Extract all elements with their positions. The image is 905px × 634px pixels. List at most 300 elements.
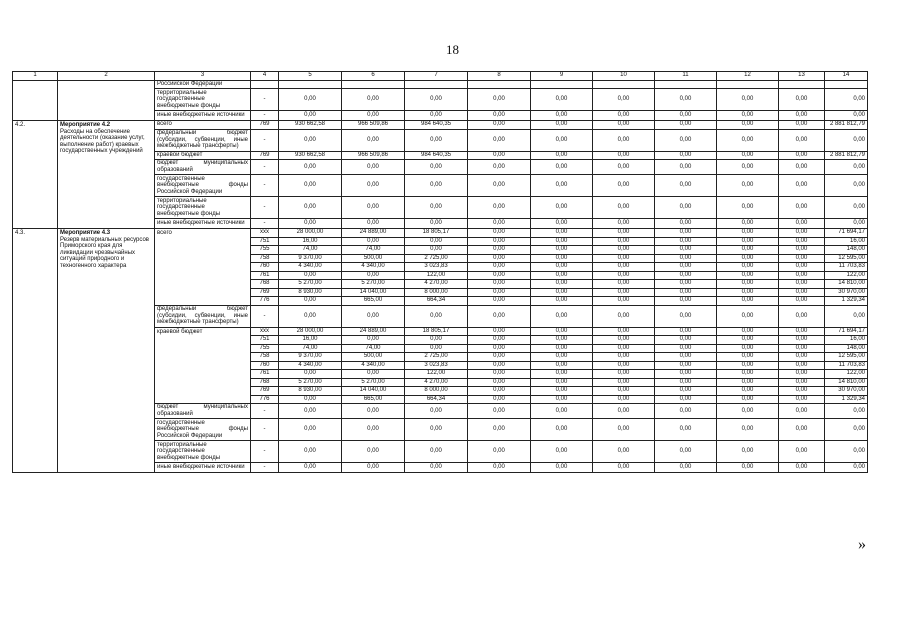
- amount-cell: [251, 80, 279, 89]
- amount-cell: 0,00: [655, 175, 717, 197]
- amount-cell: 0,00: [531, 237, 593, 246]
- amount-cell: 0,00: [468, 111, 531, 121]
- amount-cell: 500,00: [342, 353, 405, 362]
- amount-cell: 0,00: [342, 404, 405, 419]
- amount-cell: 0,00: [531, 111, 593, 121]
- column-number-14: 14: [825, 72, 868, 81]
- amount-cell: 0,00: [279, 219, 342, 229]
- amount-cell: 30 970,00: [825, 288, 868, 297]
- code-cell: 769: [251, 121, 279, 130]
- column-number-13: 13: [779, 72, 825, 81]
- event-cell: [58, 80, 155, 121]
- amount-cell: 984 640,35: [405, 121, 468, 130]
- amount-cell: 28 000,00: [279, 229, 342, 238]
- amount-cell: 9 370,00: [279, 254, 342, 263]
- amount-cell: 0,00: [531, 327, 593, 336]
- column-number-9: 9: [531, 72, 593, 81]
- amount-cell: 0,00: [468, 463, 531, 473]
- amount-cell: 2 725,00: [405, 254, 468, 263]
- amount-cell: 0,00: [779, 288, 825, 297]
- amount-cell: [825, 80, 868, 89]
- amount-cell: 0,00: [468, 246, 531, 255]
- source-cell: государственные внебюджетные фонды Российской Федерации: [155, 419, 251, 441]
- code-cell: 760: [251, 361, 279, 370]
- source-cell: иные внебюджетные источники: [155, 463, 251, 473]
- amount-cell: 0,00: [468, 219, 531, 229]
- amount-cell: 0,00: [342, 160, 405, 175]
- amount-cell: 5 270,00: [279, 280, 342, 289]
- amount-cell: 0,00: [655, 404, 717, 419]
- amount-cell: 0,00: [717, 395, 779, 404]
- amount-cell: 0,00: [825, 197, 868, 219]
- amount-cell: 0,00: [779, 263, 825, 272]
- amount-cell: 122,00: [825, 271, 868, 280]
- amount-cell: 664,34: [405, 395, 468, 404]
- amount-cell: 0,00: [779, 370, 825, 379]
- amount-cell: 0,00: [531, 219, 593, 229]
- amount-cell: 8 000,00: [405, 288, 468, 297]
- amount-cell: 0,00: [779, 344, 825, 353]
- source-cell: бюджет муниципальных образований: [155, 404, 251, 419]
- amount-cell: 148,00: [825, 246, 868, 255]
- amount-cell: 0,00: [717, 327, 779, 336]
- amount-cell: 0,00: [655, 254, 717, 263]
- amount-cell: 5 270,00: [342, 280, 405, 289]
- amount-cell: 0,00: [468, 378, 531, 387]
- source-cell: территориальные государственные внебюджетные фонды: [155, 197, 251, 219]
- amount-cell: 8 000,00: [405, 387, 468, 396]
- amount-cell: 0,00: [468, 288, 531, 297]
- event-title: Мероприятие 4.2: [60, 122, 111, 128]
- amount-cell: 0,00: [717, 336, 779, 345]
- source-cell: территориальные государственные внебюджетные фонды: [155, 89, 251, 111]
- amount-cell: 0,00: [655, 263, 717, 272]
- amount-cell: 0,00: [825, 404, 868, 419]
- amount-cell: 0,00: [717, 404, 779, 419]
- amount-cell: 0,00: [779, 361, 825, 370]
- amount-cell: 0,00: [405, 336, 468, 345]
- amount-cell: 0,00: [593, 121, 655, 130]
- amount-cell: 0,00: [655, 463, 717, 473]
- amount-cell: 74,00: [279, 344, 342, 353]
- amount-cell: 0,00: [717, 305, 779, 327]
- amount-cell: 0,00: [279, 111, 342, 121]
- amount-cell: 0,00: [468, 361, 531, 370]
- amount-cell: 0,00: [779, 121, 825, 130]
- amount-cell: 0,00: [405, 419, 468, 441]
- code-cell: 751: [251, 237, 279, 246]
- amount-cell: 3 023,83: [405, 263, 468, 272]
- amount-cell: 0,00: [468, 263, 531, 272]
- amount-cell: 930 662,58: [279, 151, 342, 160]
- amount-cell: 0,00: [825, 160, 868, 175]
- amount-cell: 0,00: [468, 353, 531, 362]
- amount-cell: 0,00: [655, 280, 717, 289]
- amount-cell: 0,00: [779, 197, 825, 219]
- amount-cell: 16,00: [825, 237, 868, 246]
- amount-cell: 0,00: [279, 197, 342, 219]
- amount-cell: 0,00: [655, 237, 717, 246]
- amount-cell: 0,00: [593, 175, 655, 197]
- amount-cell: 0,00: [531, 353, 593, 362]
- amount-cell: [405, 80, 468, 89]
- source-cell: краевой бюджет: [155, 327, 251, 404]
- amount-cell: 0,00: [779, 327, 825, 336]
- amount-cell: 0,00: [531, 419, 593, 441]
- amount-cell: 0,00: [593, 254, 655, 263]
- amount-cell: 0,00: [279, 129, 342, 151]
- amount-cell: 0,00: [779, 387, 825, 396]
- amount-cell: 1 329,34: [825, 395, 868, 404]
- amount-cell: 0,00: [468, 327, 531, 336]
- amount-cell: 0,00: [779, 378, 825, 387]
- amount-cell: 0,00: [342, 441, 405, 463]
- amount-cell: 0,00: [531, 229, 593, 238]
- code-cell: -: [251, 175, 279, 197]
- code-cell: -: [251, 463, 279, 473]
- amount-cell: 984 640,35: [405, 151, 468, 160]
- column-number-4: 4: [251, 72, 279, 81]
- amount-cell: 0,00: [779, 395, 825, 404]
- amount-cell: 0,00: [468, 404, 531, 419]
- amount-cell: 0,00: [779, 271, 825, 280]
- column-number-8: 8: [468, 72, 531, 81]
- event-description: Расходы на обеспечение деятельности (оказание услуг, выполнение работ) краевых государственных учреждений: [60, 128, 145, 155]
- amount-cell: 0,00: [405, 246, 468, 255]
- amount-cell: 4 340,00: [279, 361, 342, 370]
- amount-cell: 0,00: [655, 151, 717, 160]
- amount-cell: 0,00: [405, 89, 468, 111]
- amount-cell: 0,00: [593, 271, 655, 280]
- amount-cell: 71 694,17: [825, 327, 868, 336]
- source-cell: федеральный бюджет (субсидии, субвенции, иные межбюджетные трансферты): [155, 129, 251, 151]
- amount-cell: 0,00: [717, 297, 779, 306]
- amount-cell: 0,00: [405, 305, 468, 327]
- amount-cell: 0,00: [593, 197, 655, 219]
- amount-cell: 0,00: [342, 305, 405, 327]
- amount-cell: 0,00: [825, 419, 868, 441]
- amount-cell: 0,00: [779, 89, 825, 111]
- amount-cell: 0,00: [531, 160, 593, 175]
- amount-cell: 0,00: [593, 229, 655, 238]
- amount-cell: 11 703,83: [825, 361, 868, 370]
- amount-cell: 0,00: [717, 160, 779, 175]
- amount-cell: 0,00: [717, 229, 779, 238]
- amount-cell: 0,00: [593, 441, 655, 463]
- amount-cell: 0,00: [717, 344, 779, 353]
- amount-cell: 0,00: [717, 463, 779, 473]
- amount-cell: 0,00: [779, 254, 825, 263]
- column-number-5: 5: [279, 72, 342, 81]
- amount-cell: 0,00: [593, 353, 655, 362]
- code-cell: 769: [251, 387, 279, 396]
- amount-cell: 0,00: [342, 370, 405, 379]
- amount-cell: 2 881 812,79: [825, 121, 868, 130]
- amount-cell: 0,00: [279, 370, 342, 379]
- amount-cell: 0,00: [717, 288, 779, 297]
- amount-cell: 0,00: [531, 297, 593, 306]
- amount-cell: 0,00: [825, 111, 868, 121]
- amount-cell: 0,00: [779, 463, 825, 473]
- column-number-12: 12: [717, 72, 779, 81]
- amount-cell: 0,00: [593, 387, 655, 396]
- amount-cell: 0,00: [531, 378, 593, 387]
- amount-cell: 0,00: [717, 441, 779, 463]
- amount-cell: 0,00: [655, 219, 717, 229]
- amount-cell: 0,00: [779, 419, 825, 441]
- table-row: [13, 229, 868, 238]
- amount-cell: 0,00: [405, 197, 468, 219]
- amount-cell: 0,00: [593, 246, 655, 255]
- amount-cell: 0,00: [468, 237, 531, 246]
- amount-cell: 500,00: [342, 254, 405, 263]
- amount-cell: 0,00: [779, 336, 825, 345]
- amount-cell: 122,00: [405, 370, 468, 379]
- amount-cell: 0,00: [279, 175, 342, 197]
- amount-cell: [717, 80, 779, 89]
- amount-cell: 3 023,83: [405, 361, 468, 370]
- amount-cell: 0,00: [405, 237, 468, 246]
- amount-cell: 14 040,00: [342, 288, 405, 297]
- amount-cell: 0,00: [655, 229, 717, 238]
- amount-cell: 8 930,00: [279, 288, 342, 297]
- amount-cell: 0,00: [468, 344, 531, 353]
- column-number-2: 2: [58, 72, 155, 81]
- amount-cell: 0,00: [279, 463, 342, 473]
- amount-cell: 0,00: [717, 378, 779, 387]
- amount-cell: 0,00: [779, 111, 825, 121]
- amount-cell: 4 340,00: [342, 361, 405, 370]
- table-row: [13, 80, 868, 89]
- amount-cell: 0,00: [342, 175, 405, 197]
- amount-cell: 0,00: [405, 129, 468, 151]
- amount-cell: 0,00: [717, 271, 779, 280]
- amount-cell: 0,00: [593, 305, 655, 327]
- amount-cell: 0,00: [531, 121, 593, 130]
- event-title: Мероприятие 4.3: [60, 230, 111, 236]
- amount-cell: [468, 80, 531, 89]
- amount-cell: 148,00: [825, 344, 868, 353]
- amount-cell: 12 595,00: [825, 353, 868, 362]
- code-cell: -: [251, 89, 279, 111]
- amount-cell: 0,00: [825, 89, 868, 111]
- amount-cell: 0,00: [593, 280, 655, 289]
- amount-cell: 71 694,17: [825, 229, 868, 238]
- amount-cell: 966 509,86: [342, 121, 405, 130]
- amount-cell: 0,00: [717, 89, 779, 111]
- amount-cell: 0,00: [779, 305, 825, 327]
- amount-cell: 0,00: [717, 197, 779, 219]
- amount-cell: 0,00: [405, 175, 468, 197]
- source-cell: иные внебюджетные источники: [155, 111, 251, 121]
- amount-cell: 4 270,00: [405, 280, 468, 289]
- amount-cell: 0,00: [717, 361, 779, 370]
- amount-cell: 11 703,83: [825, 263, 868, 272]
- amount-cell: 0,00: [468, 175, 531, 197]
- code-cell: -: [251, 160, 279, 175]
- amount-cell: 0,00: [593, 404, 655, 419]
- event-cell: [58, 229, 155, 473]
- amount-cell: 0,00: [779, 353, 825, 362]
- amount-cell: 0,00: [655, 378, 717, 387]
- amount-cell: 0,00: [717, 175, 779, 197]
- amount-cell: 0,00: [531, 404, 593, 419]
- continuation-mark: »: [858, 536, 866, 553]
- amount-cell: 24 889,00: [342, 229, 405, 238]
- code-cell: 761: [251, 271, 279, 280]
- amount-cell: 0,00: [655, 297, 717, 306]
- amount-cell: 16,00: [279, 237, 342, 246]
- amount-cell: 0,00: [468, 197, 531, 219]
- amount-cell: 0,00: [717, 129, 779, 151]
- amount-cell: 0,00: [717, 121, 779, 130]
- amount-cell: 122,00: [825, 370, 868, 379]
- amount-cell: 0,00: [593, 89, 655, 111]
- amount-cell: 2 881 812,79: [825, 151, 868, 160]
- num-cell: 4.3.: [13, 229, 58, 473]
- amount-cell: 0,00: [531, 89, 593, 111]
- amount-cell: 0,00: [593, 395, 655, 404]
- amount-cell: 665,00: [342, 395, 405, 404]
- amount-cell: 0,00: [279, 160, 342, 175]
- code-cell: -: [251, 197, 279, 219]
- amount-cell: 0,00: [717, 419, 779, 441]
- amount-cell: 0,00: [593, 361, 655, 370]
- amount-cell: 0,00: [468, 395, 531, 404]
- amount-cell: 0,00: [279, 89, 342, 111]
- amount-cell: 18 805,17: [405, 229, 468, 238]
- amount-cell: 0,00: [531, 175, 593, 197]
- amount-cell: 0,00: [531, 344, 593, 353]
- amount-cell: 0,00: [531, 463, 593, 473]
- amount-cell: 0,00: [342, 336, 405, 345]
- amount-cell: 0,00: [593, 378, 655, 387]
- page-number: 18: [446, 42, 459, 57]
- code-cell: 768: [251, 280, 279, 289]
- amount-cell: 4 270,00: [405, 378, 468, 387]
- amount-cell: 0,00: [717, 353, 779, 362]
- amount-cell: 0,00: [593, 160, 655, 175]
- source-cell: бюджет муниципальных образований: [155, 160, 251, 175]
- amount-cell: 0,00: [779, 129, 825, 151]
- amount-cell: 966 509,86: [342, 151, 405, 160]
- amount-cell: 0,00: [531, 151, 593, 160]
- amount-cell: 0,00: [468, 280, 531, 289]
- amount-cell: 28 000,00: [279, 327, 342, 336]
- amount-cell: 74,00: [342, 246, 405, 255]
- amount-cell: 0,00: [717, 151, 779, 160]
- amount-cell: 0,00: [531, 288, 593, 297]
- amount-cell: 0,00: [405, 160, 468, 175]
- amount-cell: 664,34: [405, 297, 468, 306]
- amount-cell: 14 810,00: [825, 378, 868, 387]
- amount-cell: 0,00: [717, 219, 779, 229]
- amount-cell: 0,00: [468, 121, 531, 130]
- amount-cell: 0,00: [825, 463, 868, 473]
- table-row: [13, 72, 868, 81]
- amount-cell: 0,00: [717, 370, 779, 379]
- column-number-6: 6: [342, 72, 405, 81]
- amount-cell: 0,00: [825, 129, 868, 151]
- source-cell: иные внебюджетные источники: [155, 219, 251, 229]
- amount-cell: 0,00: [279, 305, 342, 327]
- amount-cell: 0,00: [593, 297, 655, 306]
- amount-cell: 0,00: [531, 263, 593, 272]
- amount-cell: 0,00: [825, 175, 868, 197]
- amount-cell: 0,00: [405, 463, 468, 473]
- code-cell: 769: [251, 151, 279, 160]
- amount-cell: 0,00: [342, 89, 405, 111]
- code-cell: 758: [251, 254, 279, 263]
- amount-cell: 14 040,00: [342, 387, 405, 396]
- amount-cell: 0,00: [593, 219, 655, 229]
- amount-cell: 0,00: [593, 237, 655, 246]
- amount-cell: 74,00: [279, 246, 342, 255]
- source-cell: федеральный бюджет (субсидии, субвенции, иные межбюджетные трансферты): [155, 305, 251, 327]
- amount-cell: 0,00: [279, 441, 342, 463]
- amount-cell: 0,00: [655, 197, 717, 219]
- source-cell: всего: [155, 229, 251, 306]
- amount-cell: [593, 80, 655, 89]
- code-cell: 768: [251, 378, 279, 387]
- table-row: [13, 121, 868, 130]
- amount-cell: 0,00: [655, 246, 717, 255]
- amount-cell: 0,00: [593, 370, 655, 379]
- amount-cell: 0,00: [405, 441, 468, 463]
- code-cell: 776: [251, 395, 279, 404]
- code-cell: xxx: [251, 229, 279, 238]
- source-cell: краевой бюджет: [155, 151, 251, 160]
- code-cell: -: [251, 111, 279, 121]
- amount-cell: 0,00: [342, 271, 405, 280]
- amount-cell: 0,00: [405, 219, 468, 229]
- amount-cell: 0,00: [531, 246, 593, 255]
- amount-cell: [531, 80, 593, 89]
- amount-cell: 0,00: [717, 237, 779, 246]
- amount-cell: 0,00: [593, 151, 655, 160]
- amount-cell: 0,00: [593, 263, 655, 272]
- amount-cell: 0,00: [468, 387, 531, 396]
- amount-cell: 665,00: [342, 297, 405, 306]
- code-cell: -: [251, 404, 279, 419]
- amount-cell: 4 340,00: [279, 263, 342, 272]
- code-cell: 760: [251, 263, 279, 272]
- amount-cell: 0,00: [593, 344, 655, 353]
- amount-cell: 0,00: [279, 395, 342, 404]
- code-cell: -: [251, 129, 279, 151]
- column-number-11: 11: [655, 72, 717, 81]
- code-cell: -: [251, 305, 279, 327]
- amount-cell: 0,00: [342, 219, 405, 229]
- amount-cell: 0,00: [655, 387, 717, 396]
- amount-cell: [655, 80, 717, 89]
- amount-cell: 0,00: [779, 280, 825, 289]
- code-cell: 769: [251, 288, 279, 297]
- amount-cell: 0,00: [468, 336, 531, 345]
- code-cell: -: [251, 419, 279, 441]
- amount-cell: 14 810,00: [825, 280, 868, 289]
- amount-cell: 0,00: [531, 361, 593, 370]
- amount-cell: 0,00: [655, 160, 717, 175]
- amount-cell: 0,00: [342, 237, 405, 246]
- amount-cell: 0,00: [405, 111, 468, 121]
- amount-cell: 0,00: [279, 271, 342, 280]
- amount-cell: 30 970,00: [825, 387, 868, 396]
- amount-cell: 0,00: [655, 395, 717, 404]
- amount-cell: 18 805,17: [405, 327, 468, 336]
- amount-cell: 0,00: [655, 370, 717, 379]
- amount-cell: 0,00: [825, 305, 868, 327]
